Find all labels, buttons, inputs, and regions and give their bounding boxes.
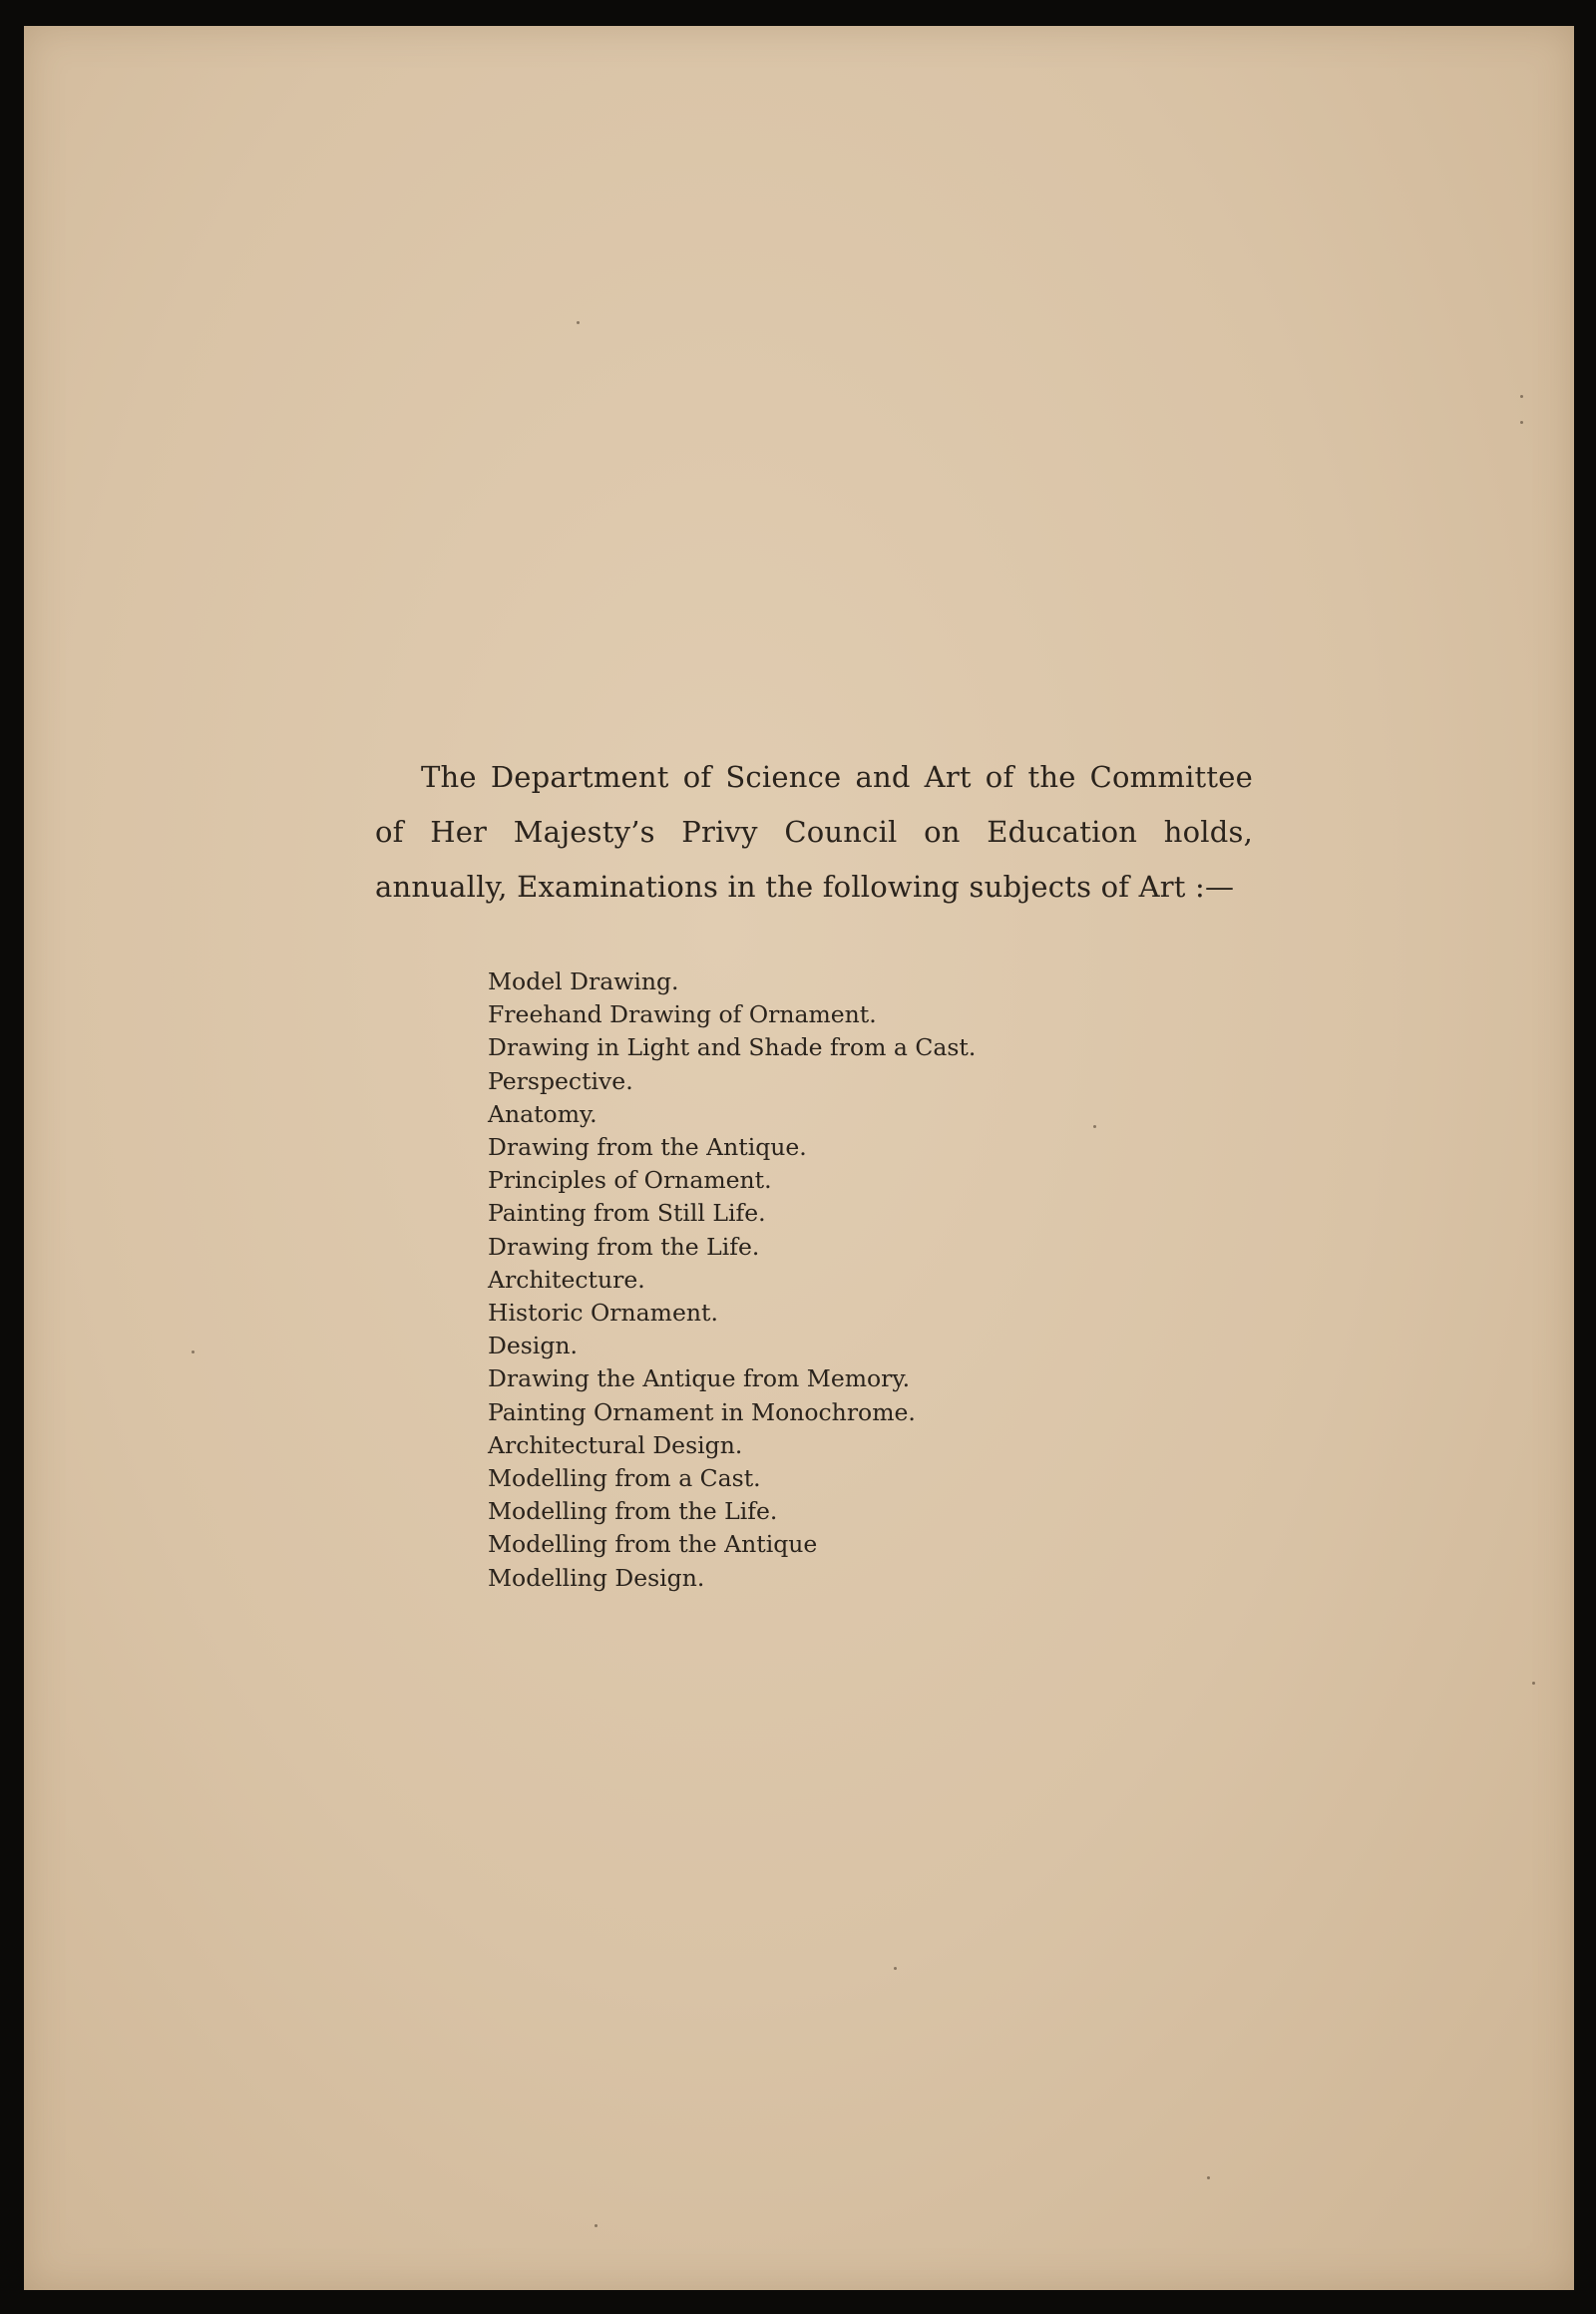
paper-speck — [1520, 421, 1523, 424]
subject-item: Drawing from the Antique. — [488, 1133, 807, 1162]
subject-item: Architectural Design. — [488, 1430, 743, 1459]
subject-item: Architecture. — [488, 1265, 645, 1294]
subject-item: Perspective. — [488, 1066, 633, 1095]
paper-speck — [595, 2224, 598, 2227]
subject-item: Modelling from the Antique — [488, 1530, 818, 1559]
paper-speck — [894, 1967, 897, 1970]
subject-item: Drawing the Antique from Memory. — [488, 1364, 911, 1393]
intro-paragraph: The Department of Science and Art of the Committee of Her Majesty’s Privy Council on Education holds, annually, Examinations in the following subjects of Art :— — [375, 760, 1253, 904]
subject-item: Design. — [488, 1332, 578, 1360]
subject-item: Modelling from a Cast. — [488, 1464, 761, 1493]
subject-item: Anatomy. — [488, 1099, 598, 1128]
subject-item: Historic Ornament. — [488, 1299, 718, 1328]
paper-speck — [1207, 2176, 1210, 2179]
subject-item: Freehand Drawing of Ornament. — [488, 1000, 877, 1029]
subject-item: Principles of Ornament. — [488, 1166, 772, 1195]
subject-item: Drawing in Light and Shade from a Cast. — [488, 1033, 977, 1062]
paper-speck — [1532, 1682, 1535, 1685]
paper-sheet — [24, 26, 1574, 2290]
paper-speck — [192, 1350, 195, 1353]
paper-speck — [1093, 1125, 1096, 1128]
paper-speck — [577, 321, 580, 324]
subject-item: Painting Ornament in Monochrome. — [488, 1397, 916, 1426]
subject-item: Model Drawing. — [488, 967, 679, 995]
paper-speck — [1520, 395, 1523, 398]
subject-list — [488, 965, 976, 1595]
subject-item: Modelling Design. — [488, 1563, 705, 1592]
subject-item: Modelling from the Life. — [488, 1497, 778, 1526]
subject-item: Drawing from the Life. — [488, 1232, 760, 1261]
subject-item: Painting from Still Life. — [488, 1199, 766, 1228]
